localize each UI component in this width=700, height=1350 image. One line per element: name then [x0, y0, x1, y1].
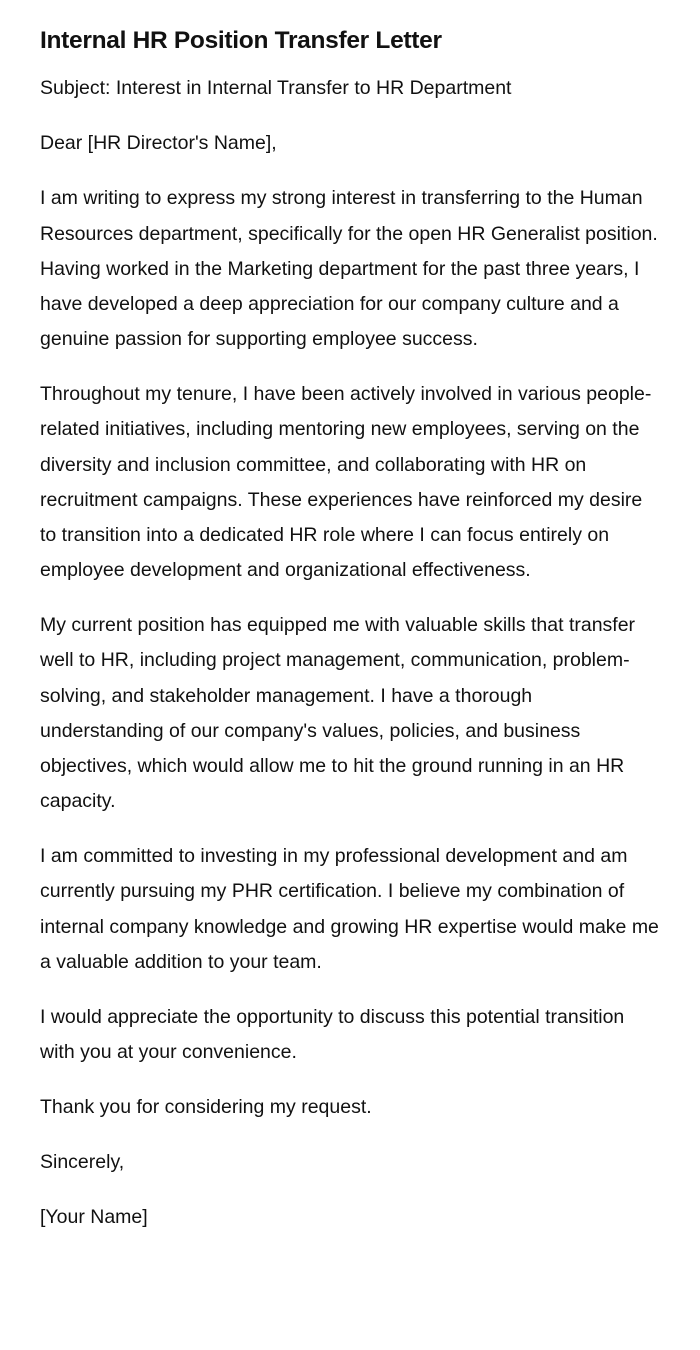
- letter-paragraph-3: My current position has equipped me with valuable skills that transfer well to HR, including project management, communication, problem-solving, and stakeholder management. I have a thorough understanding of our company's values, policies, and business objectives, which would allow me to hit the ground running in an HR capacity.: [40, 614, 636, 813]
- letter-salutation: Dear [HR Director's Name],: [40, 132, 277, 155]
- letter-paragraph-4: I am committed to investing in my professional development and am currently pursuing my PHR certification. I believe my combination of internal company knowledge and growing HR expertise would make me a valuable addition to your team.: [40, 845, 659, 973]
- letter-closing: Sincerely,: [40, 1151, 125, 1174]
- letter-thanks: Thank you for considering my request.: [40, 1096, 372, 1119]
- letter-paragraph-2: Throughout my tenure, I have been actively involved in various people-related initiatives, including mentoring new employees, serving on the diversity and inclusion committee, and collaborating with HR on recruitment campaigns. These experiences have reinforced my desire to transition into a dedicated HR role where I can focus entirely on employee development and organizational effectiveness.: [40, 383, 652, 582]
- letter-paragraph-1: I am writing to express my strong interest in transferring to the Human Resources department, specifically for the open HR Generalist position. Having worked in the Marketing department for the past three years, I have developed a deep appreciation for our company culture and a genuine passion for supporting employee success.: [40, 187, 658, 351]
- letter-signature: [Your Name]: [40, 1206, 148, 1229]
- letter-subject: Subject: Interest in Internal Transfer to HR Department: [40, 77, 512, 100]
- letter-paragraph-5: I would appreciate the opportunity to discuss this potential transition with you at your convenience.: [40, 1005, 625, 1064]
- letter-title: Internal HR Position Transfer Letter: [40, 27, 442, 54]
